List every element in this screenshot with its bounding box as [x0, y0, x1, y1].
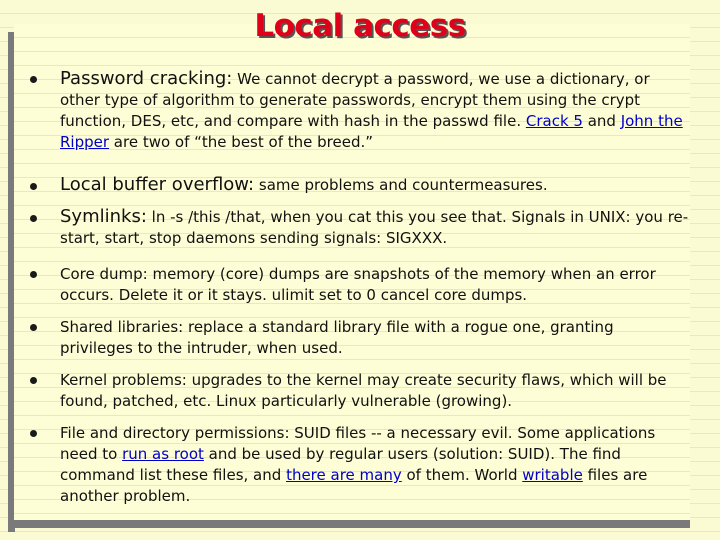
item-text: Shared libraries: replace a standard library file with a rogue one, granting privileges to the intruder, when used.	[60, 318, 614, 357]
link-run-as-root[interactable]: run as root	[122, 445, 204, 463]
bullet-icon	[30, 430, 37, 437]
bullet-icon	[30, 183, 37, 190]
item-text: Kernel problems: upgrades to the kernel may create security flaws, which will be found, patched, etc. Linux particularly vulnerable (growing).	[60, 371, 667, 410]
link-writable[interactable]: writable	[522, 466, 583, 484]
item-text	[60, 68, 690, 153]
link-there-are-many[interactable]: there are many	[286, 466, 402, 484]
item-body-2: and be used by regular users (solution: SUID). The find command list these files, and	[60, 445, 621, 484]
bullet-icon	[30, 215, 37, 222]
item-body-2: and	[582, 112, 621, 130]
item-lead: Password cracking:	[60, 68, 233, 89]
item-body: File and directory permissions: SUID files -- a necessary evil. Some applications need to	[60, 424, 656, 463]
item-text	[60, 206, 690, 249]
item-text: Core dump: memory (core) dumps are snapshots of the memory when an error occurs. Delete it or it stays. ulimit set to 0 cancel core dumps.	[60, 265, 656, 304]
bullet-icon	[30, 377, 37, 384]
bullet-icon	[30, 76, 37, 83]
item-lead: Local buffer overflow:	[60, 174, 255, 195]
bullet-icon	[30, 271, 37, 278]
bullet-icon	[30, 324, 37, 331]
slide-title: Local access	[254, 8, 466, 44]
item-body-3: of them. World	[401, 466, 523, 484]
item-body-4: files are another problem.	[60, 466, 648, 505]
item-body-3: are two of “the best of the breed.”	[109, 133, 374, 151]
link-crack5[interactable]: Crack 5	[525, 112, 583, 130]
item-lead: Symlinks:	[60, 206, 147, 227]
item-text	[60, 423, 690, 507]
item-body: We cannot decrypt a password, we use a dictionary, or other type of algorithm to generate passwords, encrypt them using the crypt function, DES, etc, and compare with hash in the passwd file.	[60, 70, 650, 130]
link-john-the-ripper[interactable]: John the Ripper	[60, 112, 683, 151]
item-text	[60, 174, 690, 196]
item-body: ln -s /this /that, when you cat this you see that. Signals in UNIX: you re-start, start, stop daemons sending signals: SIGXXX.	[60, 208, 689, 247]
frame-shadow-bottom	[8, 520, 690, 528]
item-body: same problems and countermeasures.	[254, 176, 548, 194]
